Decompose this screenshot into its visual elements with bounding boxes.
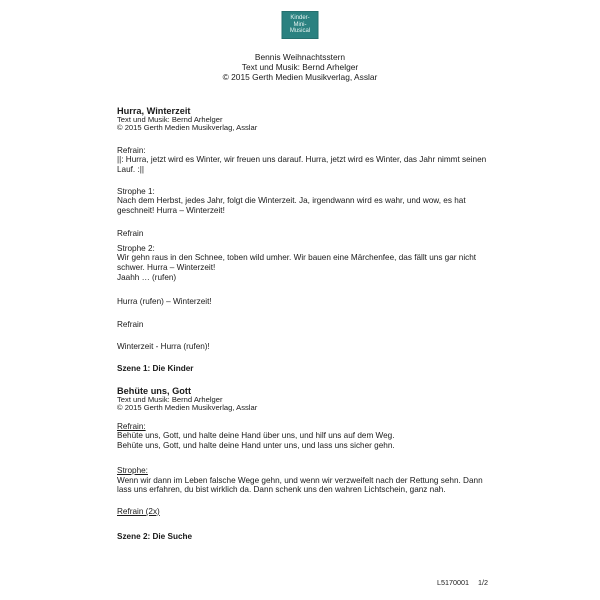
song1-head <box>117 106 497 133</box>
song2-copyright: © 2015 Gerth Medien Musikverlag, Asslar <box>117 403 258 413</box>
song1-strophe2-label: Strophe 2: <box>117 243 155 253</box>
song2-refrain-line-1: Behüte uns, Gott, und halte deine Hand über uns, und hilf uns auf dem Weg. <box>117 431 395 441</box>
song1-strophe2-call: Jaahh … (rufen) <box>117 272 177 282</box>
song2-refrain-line-2: Behüte uns, Gott, und halte deine Hand unter uns, und lass uns sicher gehn. <box>117 441 395 451</box>
song1-refrain-text: ||: Hurra, jetzt wird es Winter, wir freuen uns darauf. Hurra, jetzt wird es Winter, das Jahr nimmt seinen Lauf. :|| <box>117 155 487 174</box>
song1-title: Hurra, Winterzeit <box>117 106 191 116</box>
footer-page-number: 1/2 <box>478 578 488 587</box>
song2-title: Behüte uns, Gott <box>117 386 192 397</box>
song1-credit: Text und Musik: Bernd Arhelger <box>117 115 223 124</box>
scene1-heading: Szene 1: Die Kinder <box>117 364 194 374</box>
song1-strophe2-text: Wir gehn raus in den Schnee, toben wild umher. Wir bauen eine Märchenfee, das fällt uns gar nicht schwer. Hurra – Winterzeit! <box>117 253 477 272</box>
logo-line-1: Kinder- <box>290 15 310 22</box>
logo-line-3: Musical <box>289 28 311 35</box>
doc-title: Bennis Weihnachtsstern <box>254 52 346 62</box>
kinder-mini-musical-logo <box>282 11 319 39</box>
logo-line-2: Mini- <box>293 21 307 28</box>
song1-refrain-reference-1: Refrain <box>117 228 144 238</box>
song2-head <box>117 386 497 413</box>
song1-strophe2 <box>117 244 497 283</box>
song1-refrain <box>117 146 497 175</box>
doc-copyright: © 2015 Gerth Medien Musikverlag, Asslar <box>222 72 378 82</box>
song2-strophe-text: Wenn wir dann im Leben falsche Wege gehn, und wenn wir verzweifelt nach der Rettung sehn. Dann lass uns erfahren, du bist wirklich da. Dann schenk uns den wahren Lichtschein, ganz nah. <box>117 475 483 495</box>
song1-strophe1-text: Nach dem Herbst, jedes Jahr, folgt die Winterzeit. Ja, irgendwann wird es wahr, und wow, es hat geschneit! Hurra – Winterzeit! <box>117 196 466 216</box>
song1-refrain-label: Refrain: <box>117 145 146 155</box>
lyrics-content <box>117 106 497 541</box>
song1-call-line-2: Winterzeit - Hurra (rufen)! <box>117 341 210 351</box>
song2-strophe <box>117 466 497 495</box>
song2-credit: Text und Musik: Bernd Arhelger <box>117 395 223 405</box>
doc-credit: Text und Musik: Bernd Arhelger <box>241 62 359 72</box>
song1-strophe1-label: Strophe 1: <box>117 186 155 196</box>
song2-refrain-reference: Refrain (2x) <box>117 506 160 516</box>
song1-strophe1 <box>117 187 497 216</box>
doc-header <box>0 52 600 82</box>
song1-copyright: © 2015 Gerth Medien Musikverlag, Asslar <box>117 123 258 133</box>
footer-order-code: L5170001 <box>437 578 469 587</box>
song1-call-line-1: Hurra (rufen) – Winterzeit! <box>117 297 212 307</box>
song1-refrain-reference-2: Refrain <box>117 320 144 330</box>
song2-refrain-label: Refrain: <box>117 421 146 431</box>
footer <box>437 578 488 587</box>
scene2-heading: Szene 2: Die Suche <box>117 531 193 541</box>
song2-strophe-label: Strophe: <box>117 465 148 475</box>
song2-refrain <box>117 422 497 451</box>
